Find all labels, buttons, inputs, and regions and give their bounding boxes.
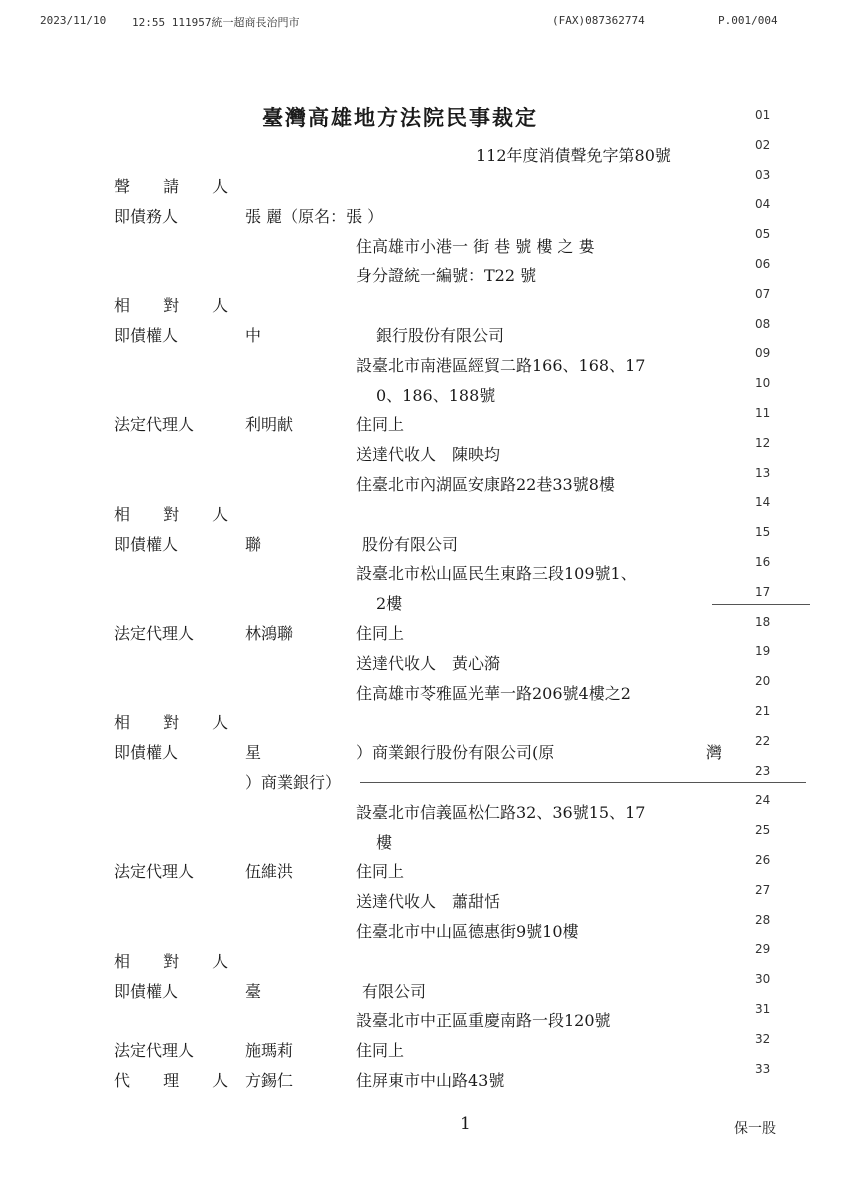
party-name: 利明献: [245, 415, 294, 435]
line-number: 08: [755, 316, 771, 331]
fax-time-sender: 12:55 111957統一超商長治門市: [132, 16, 300, 29]
line-number: 15: [755, 525, 771, 540]
party-name: 星: [245, 743, 262, 763]
division-label: 保一股: [734, 1121, 776, 1137]
line-number: 25: [755, 823, 771, 838]
line-number: 10: [755, 376, 771, 391]
party-name: 伍維洪: [245, 862, 294, 882]
party-detail: 住臺北市中山區德惠街9號10樓: [356, 922, 579, 941]
line-number: 31: [755, 1002, 771, 1016]
line-number: 17: [755, 584, 771, 599]
document-row: [0, 385, 740, 415]
party-name: 林鴻聯: [245, 624, 294, 643]
document-row: [0, 444, 740, 474]
line-number: 02: [755, 137, 771, 152]
party-name: 張 麗（原名：張 ）: [245, 206, 384, 226]
party-role-label: 相 對 人: [114, 713, 243, 733]
party-detail: 身分證統一編號：T22 號: [356, 266, 537, 286]
line-number: 16: [755, 555, 771, 569]
line-number: 23: [755, 763, 771, 778]
document-row: [0, 206, 740, 236]
document-row: [0, 355, 740, 385]
document-row: [0, 265, 740, 295]
party-detail: 銀行股份有限公司: [376, 326, 505, 345]
document-row: [0, 1040, 740, 1070]
party-role-label: 即債權人: [114, 326, 179, 345]
party-role-label: 法定代理人: [114, 415, 195, 435]
party-role-label: 法定代理人: [114, 1041, 195, 1061]
party-detail: 樓: [376, 832, 393, 852]
line-number: 29: [755, 942, 771, 957]
party-detail: 送達代收人 蕭甜恬: [356, 892, 501, 912]
line-number: 28: [755, 912, 771, 927]
document-row: [0, 802, 740, 832]
party-name: ）商業銀行）: [245, 773, 342, 792]
party-role-label: 相 對 人: [114, 504, 243, 524]
document-row: [0, 474, 740, 504]
party-detail: 住高雄市苓雅區光華一路206號4樓之2: [356, 683, 631, 703]
line-number: 14: [755, 495, 771, 510]
line-number: 20: [755, 674, 771, 689]
document-row: [0, 921, 740, 951]
line-number: 09: [755, 346, 771, 361]
document-row: [0, 653, 740, 683]
line-number: 05: [755, 227, 771, 242]
party-detail: 有限公司: [362, 981, 427, 1001]
line-number: 21: [755, 704, 771, 718]
party-role-label: 即債權人: [114, 743, 179, 763]
page-number: 1: [460, 1114, 471, 1134]
document-title: 臺灣高雄地方法院民事裁定: [262, 105, 538, 130]
party-name: 方錫仁: [245, 1071, 294, 1090]
party-role-label: 相 對 人: [114, 296, 243, 316]
party-role-label: 即債權人: [114, 534, 179, 554]
line-number: 33: [755, 1061, 771, 1076]
document-row: [0, 772, 740, 802]
party-detail: 住屏東市中山路43號: [356, 1071, 505, 1090]
party-role-label: 相 對 人: [114, 951, 243, 971]
party-detail: 設臺北市信義區松仁路32、36號15、17: [356, 802, 646, 822]
party-detail: 設臺北市南港區經貿二路166、168、17: [356, 355, 646, 375]
line-number: 30: [755, 972, 771, 987]
party-detail: 住同上: [356, 1041, 405, 1061]
party-role-label: 法定代理人: [114, 862, 195, 882]
line-number: 26: [755, 853, 771, 867]
document-row: [0, 832, 740, 862]
document-row: [0, 891, 740, 921]
line-number: 03: [755, 167, 771, 182]
document-row: [0, 951, 740, 981]
line-number: 18: [755, 614, 771, 629]
party-detail: 送達代收人 黃心漪: [356, 653, 501, 673]
party-detail: 股份有限公司: [362, 534, 459, 554]
strike-line: [360, 782, 806, 783]
document-row: [0, 236, 740, 266]
party-name: 臺: [245, 981, 262, 1001]
party-detail-end: 灣: [706, 743, 723, 763]
party-role-label: 即債務人: [114, 206, 179, 226]
party-detail: 住同上: [356, 415, 405, 435]
fax-date: 2023/11/10: [40, 14, 107, 27]
party-role-label: 法定代理人: [114, 624, 195, 643]
document-row: [0, 1010, 740, 1040]
line-number: 22: [755, 733, 771, 748]
document-row: [0, 534, 740, 564]
document-row: [0, 742, 740, 772]
document-row: [0, 325, 740, 355]
line-number: 19: [755, 644, 771, 659]
document-row: [0, 1070, 740, 1100]
fax-page-indicator: P.001/004: [718, 14, 778, 27]
line-number: 01: [755, 108, 771, 122]
party-detail: 送達代收人 陳映均: [356, 445, 501, 465]
party-detail: 0、186、188號: [376, 385, 496, 405]
document-row: [0, 563, 740, 593]
line-number: 27: [755, 882, 771, 897]
party-name: 中: [245, 326, 262, 345]
party-name: 聯: [245, 534, 262, 554]
line-number: 32: [755, 1031, 771, 1046]
party-role-label: 聲 請 人: [114, 177, 243, 196]
document-row: [0, 414, 740, 444]
fax-number: (FAX)087362774: [552, 14, 645, 27]
party-detail: ）商業銀行股份有限公司(原: [356, 743, 555, 763]
line-number: 06: [755, 257, 771, 271]
party-detail: 住臺北市內湖區安康路22巷33號8樓: [356, 475, 615, 494]
party-role-label: 代 理 人: [114, 1071, 243, 1090]
document-row: [0, 593, 740, 623]
document-row: [0, 176, 740, 206]
document-row: [0, 861, 740, 891]
party-detail: 住高雄市小港一 街 巷 號 樓 之 婁: [356, 236, 595, 256]
document-row: [0, 981, 740, 1011]
line-number: 07: [755, 286, 771, 301]
line-number: 12: [755, 435, 771, 450]
line-number: 04: [755, 197, 771, 212]
party-detail: 2樓: [376, 594, 403, 614]
document-row: [0, 504, 740, 534]
party-detail: 住同上: [356, 862, 405, 882]
party-detail: 設臺北市中正區重慶南路一段120號: [356, 1011, 611, 1031]
party-name: 施瑪莉: [245, 1041, 294, 1061]
party-role-label: 即債權人: [114, 981, 179, 1001]
strike-line: [712, 604, 810, 605]
line-number: 11: [755, 406, 771, 420]
document-row: [0, 683, 740, 713]
document-row: [0, 623, 740, 653]
fax-header: [0, 14, 848, 30]
line-number: 13: [755, 465, 771, 480]
document-row: [0, 712, 740, 742]
case-number: 112年度消債聲免字第80號: [476, 146, 671, 165]
line-number: 24: [755, 793, 771, 808]
document-row: [0, 295, 740, 325]
party-detail: 住同上: [356, 624, 405, 643]
party-detail: 設臺北市松山區民生東路三段109號1、: [356, 564, 637, 584]
